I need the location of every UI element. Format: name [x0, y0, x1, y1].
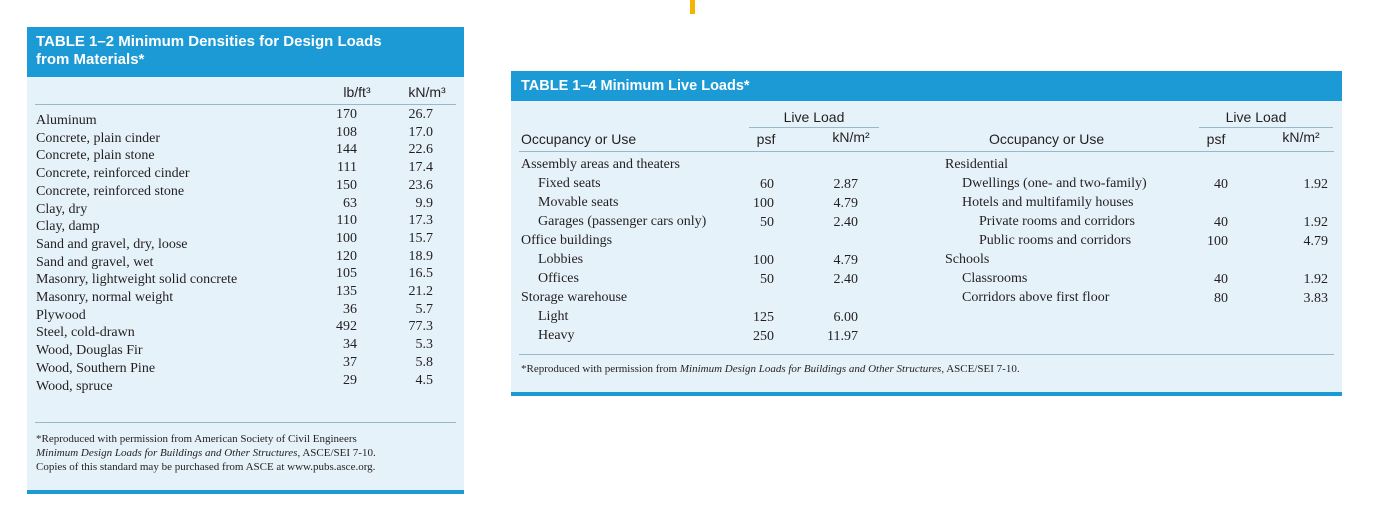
- kn-header-right: kN/m²: [1282, 129, 1320, 145]
- kn-header-left: kN/m²: [832, 129, 870, 145]
- density-kn-value: 17.4: [408, 160, 433, 176]
- density-kn-value: 15.7: [408, 230, 433, 246]
- table-live-loads-bottom-bar: [511, 392, 1342, 396]
- material-name: Aluminum: [36, 113, 97, 128]
- footnote-prefix: *Reproduced with permission from: [521, 363, 680, 375]
- live-load-psf-value: 100: [753, 196, 774, 211]
- density-kn-value: 77.3: [408, 319, 433, 335]
- live-load-kn-value: 2.40: [833, 215, 858, 230]
- table-densities-divider: [35, 104, 456, 105]
- table-densities-bottom-bar: [27, 490, 464, 494]
- density-lb-value: 150: [336, 177, 357, 193]
- density-lb-value: 120: [336, 248, 357, 264]
- live-load-underline-right: [1199, 127, 1333, 128]
- live-load-header-right: Live Load: [1225, 109, 1287, 125]
- material-name: Concrete, reinforced cinder: [36, 166, 190, 182]
- material-name: Concrete, plain cinder: [36, 130, 161, 146]
- live-load-kn-value: 2.40: [833, 272, 858, 287]
- occupancy-label: Corridors above first floor: [962, 290, 1110, 305]
- density-lb-value: 144: [336, 142, 357, 158]
- density-lb-value: 111: [337, 160, 357, 176]
- density-kn-value: 22.6: [408, 142, 433, 158]
- live-load-psf-value: 50: [760, 272, 774, 287]
- occupancy-label: Private rooms and corridors: [979, 214, 1135, 229]
- footnote-line2: [36, 446, 458, 460]
- live-load-psf-value: 250: [753, 329, 774, 344]
- live-load-kn-value: 1.92: [1303, 215, 1328, 230]
- density-lb-value: 492: [336, 319, 357, 335]
- density-kn-value: 16.5: [408, 266, 433, 282]
- material-name: Wood, spruce: [36, 378, 113, 394]
- live-load-psf-value: 40: [1214, 215, 1228, 230]
- table-densities-footnote: [36, 432, 458, 474]
- live-load-psf-value: 100: [1207, 234, 1228, 249]
- occupancy-label: Garages (passenger cars only): [538, 214, 707, 229]
- material-name: Sand and gravel, wet: [36, 254, 154, 270]
- density-lb-value: 105: [336, 266, 357, 282]
- occupancy-label: Fixed seats: [538, 176, 601, 191]
- occupancy-label: Dwellings (one- and two-family): [962, 176, 1147, 191]
- table-densities-footnote-divider: [35, 422, 456, 423]
- footnote-italic: Minimum Design Loads for Buildings and Other Structures,: [679, 363, 945, 375]
- occupancy-label: Assembly areas and theaters: [521, 157, 680, 172]
- footnote-line1: *Reproduced with permission from American Society of Civil Engineers: [36, 433, 357, 445]
- density-kn-value: 5.7: [415, 301, 433, 317]
- density-lb-value: 135: [336, 284, 357, 299]
- live-load-underline-left: [749, 127, 879, 128]
- density-lb-value: 110: [336, 213, 357, 229]
- occupancy-label: Residential: [945, 157, 1008, 172]
- occupancy-label: Offices: [538, 271, 579, 286]
- table-densities-title: [27, 27, 464, 77]
- density-kn-value: 9.9: [415, 195, 433, 211]
- footnote-line2-rest: ASCE/SEI 7-10.: [300, 447, 376, 459]
- occupancy-label: Storage warehouse: [521, 290, 628, 305]
- table-live-loads-title: TABLE 1–4 Minimum Live Loads*: [511, 71, 1342, 101]
- live-load-kn-value: 1.92: [1303, 272, 1328, 287]
- material-name: Wood, Southern Pine: [36, 360, 156, 376]
- density-lb-value: 34: [343, 337, 357, 353]
- density-kn-value: 5.3: [415, 337, 433, 353]
- density-kn-value: 17.0: [408, 124, 433, 140]
- table-live-loads-footnote-divider: [519, 354, 1334, 355]
- material-name: Sand and gravel, dry, loose: [36, 236, 188, 252]
- occupancy-label: Heavy: [538, 328, 575, 343]
- occupancy-label: Public rooms and corridors: [979, 233, 1132, 248]
- live-load-psf-value: 50: [760, 215, 774, 230]
- occupancy-label: Lobbies: [538, 252, 584, 267]
- density-kn-value: 17.3: [408, 213, 433, 229]
- density-lb-value: 36: [343, 301, 357, 317]
- density-lb-value: 37: [343, 354, 357, 370]
- density-kn-value: 4.5: [415, 372, 433, 388]
- density-kn-value: 18.9: [408, 248, 433, 264]
- live-load-kn-value: 4.79: [833, 196, 858, 211]
- live-load-kn-value: 2.87: [833, 177, 858, 192]
- live-load-psf-value: 100: [753, 253, 774, 268]
- density-lb-value: 170: [336, 107, 357, 122]
- live-load-kn-value: 4.79: [1303, 234, 1328, 249]
- material-name: Masonry, normal weight: [36, 290, 174, 305]
- occupancy-label: Hotels and multifamily houses: [962, 195, 1134, 210]
- live-load-kn-value: 6.00: [833, 310, 858, 325]
- density-kn-value: 23.6: [408, 177, 433, 193]
- live-load-kn-value: 3.83: [1303, 291, 1328, 306]
- live-load-kn-value: 4.79: [833, 253, 858, 268]
- live-load-header-left: Live Load: [783, 109, 845, 125]
- live-load-psf-value: 125: [753, 310, 774, 325]
- table-live-loads-footnote: [521, 362, 1020, 376]
- table-densities: [27, 27, 464, 494]
- occupancy-header-right: Occupancy or Use: [989, 131, 1105, 147]
- material-name: Steel, cold-drawn: [36, 325, 135, 341]
- occupancy-label: Movable seats: [538, 195, 619, 210]
- density-lb-value: 63: [343, 195, 357, 211]
- material-name: Concrete, reinforced stone: [36, 183, 185, 199]
- density-kn-value: 21.2: [408, 284, 433, 299]
- density-kn-value: 5.8: [415, 354, 433, 370]
- live-load-psf-value: 60: [760, 177, 774, 192]
- col-header-lb: lb/ft³: [343, 84, 371, 100]
- live-load-kn-value: 11.97: [827, 329, 858, 344]
- material-name: Plywood: [36, 307, 86, 323]
- material-name: Clay, dry: [36, 201, 88, 217]
- occupancy-label: Office buildings: [521, 233, 613, 248]
- live-load-psf-value: 40: [1214, 177, 1228, 192]
- occupancy-label: Schools: [945, 252, 990, 267]
- density-lb-value: 108: [336, 124, 357, 140]
- table-densities-title-line2: from Materials*: [36, 51, 145, 68]
- psf-header-right: psf: [1206, 131, 1226, 147]
- density-kn-value: 26.7: [408, 107, 433, 122]
- col-header-kn: kN/m³: [408, 84, 446, 100]
- footnote-rest: ASCE/SEI 7-10.: [944, 363, 1020, 375]
- density-lb-value: 29: [343, 372, 357, 388]
- footnote-line2-italic: Minimum Design Loads for Buildings and Other Structures,: [36, 447, 301, 459]
- live-load-psf-value: 40: [1214, 272, 1228, 287]
- footnote-line3: Copies of this standard may be purchased from ASCE at www.pubs.asce.org.: [36, 461, 376, 473]
- material-name: Concrete, plain stone: [36, 148, 155, 164]
- live-load-kn-value: 1.92: [1303, 177, 1328, 192]
- table-densities-title-line1: TABLE 1–2 Minimum Densities for Design Loads: [36, 33, 382, 50]
- density-lb-value: 100: [336, 230, 357, 246]
- material-name: Wood, Douglas Fir: [36, 343, 143, 359]
- material-name: Masonry, lightweight solid concrete: [36, 272, 238, 288]
- table-live-loads: [511, 71, 1342, 396]
- occupancy-label: Classrooms: [962, 271, 1028, 286]
- occupancy-header-left: Occupancy or Use: [521, 131, 637, 147]
- occupancy-label: Light: [538, 309, 569, 324]
- psf-header-left: psf: [756, 131, 776, 147]
- material-name: Clay, damp: [36, 219, 100, 235]
- table-live-loads-divider: [519, 151, 1334, 152]
- accent-mark: [690, 0, 695, 14]
- live-load-psf-value: 80: [1214, 291, 1228, 306]
